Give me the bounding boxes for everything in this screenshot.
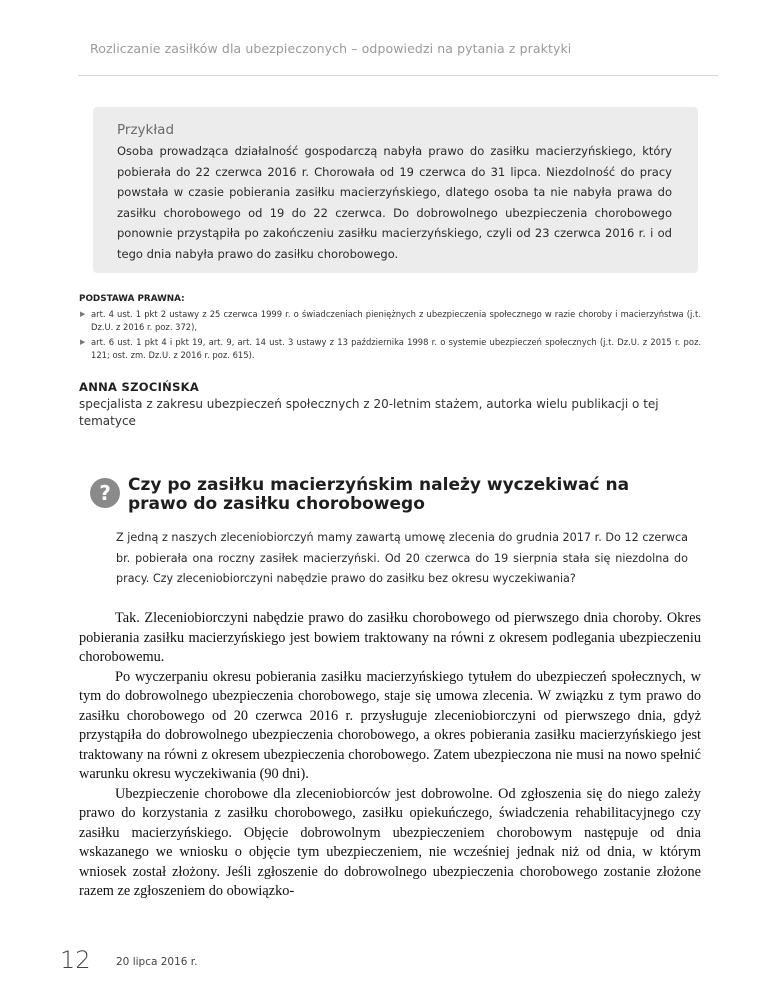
header-divider (78, 75, 718, 76)
answer-paragraph: Po wyczerpaniu okresu pobierania zasiłku macierzyńskiego tytułem do ubezpieczeń społecznych, w tym do dobrowolnego ubezpieczenia chorobowego, staje się umowa zlecenia. W związku z tym prawo do zasiłku chorobowego od 20 czerwca 2016 r. przysługuje zleceniobiorczyni od pierwszego dnia, gdyż przystąpiła do dobrowolnego ubezpieczenia chorobowego, a okres pobierania zasiłku macierzyńskiego jest traktowany na równi z okresem ubezpieczenia chorobowego. Zatem ubezpieczona nie musi na nowo spełnić warunku okresu wyczekiwania (90 dni). (79, 668, 701, 782)
page-number: 12 (60, 946, 91, 974)
running-title: Rozliczanie zasiłków dla ubezpieczonych – odpowiedzi na pytania z praktyki (90, 41, 572, 56)
legal-basis-item-text: art. 6 ust. 1 pkt 4 i pkt 19, art. 9, art. 14 ust. 3 ustawy z 13 października 1998 r. o systemie ubezpieczeń społecznych (j.t. Dz.U. z 2015 r. poz. 121; ost. zm. Dz.U. z 2016 r. poz. 615). (91, 337, 701, 360)
footer-date: 20 lipca 2016 r. (116, 956, 198, 968)
example-text: Osoba prowadząca działalność gospodarczą nabyła prawo do zasiłku macierzyńskiego, który pobierała do 22 czerwca 2016 r. Chorowała od 19 czerwca do 31 lipca. Niezdolność do pracy powstała w czasie pobierania zasiłku macierzyńskiego, dlatego osoba ta nie nabyła prawa do zasiłku chorobowego od 19 do 22 czerwca. Do dobrowolnego ubezpieczenia chorobowego ponownie przystąpiła po zakończeniu zasiłku macierzyńskiego, czyli od 23 czerwca 2016 r. i od tego dnia nabyła prawo do zasiłku chorobowego. (117, 144, 672, 261)
legal-basis (79, 293, 701, 364)
author-name: ANNA SZOCIŃSKA (79, 380, 200, 394)
legal-basis-item (79, 336, 701, 362)
example-box (93, 107, 698, 273)
question-text: Z jedną z naszych zleceniobiorczyń mamy zawartą umowę zlecenia do grudnia 2017 r. Do 12 czerwca br. pobierała ona roczny zasiłek macierzyński. Od 20 czerwca do 19 sierpnia stała się niezdolna do pracy. Czy zleceniobiorczyni nabędzie prawo do zasiłku bez okresu wyczekiwania? (116, 531, 688, 585)
legal-basis-title: PODSTAWA PRAWNA: (79, 294, 185, 304)
answer-paragraph: Tak. Zleceniobiorczyni nabędzie prawo do zasiłku chorobowego od pierwszego dnia choroby. Okres pobierania zasiłku macierzyńskiego jest bowiem traktowany na równi z okresem podlegania ubezpieczeniu chorobowemu. (79, 610, 701, 665)
author-block (79, 380, 701, 430)
answer-paragraph: Ubezpieczenie chorobowe dla zleceniobiorców jest dobrowolne. Od zgłoszenia się do niego zależy prawo do korzystania z zasiłku chorobowego, zasiłku opiekuńczego, świadczenia rehabilitacyjnego czy zasiłku macierzyńskiego. Objęcie dobrowolnym ubezpieczeniem chorobowym następuje od dnia wskazanego we wniosku o objęcie tym ubezpieczeniem, nie wcześniej jednak niż od dnia, w którym wniosek został złożony. Jeśli zgłoszenie do dobrowolnego ubezpieczenia chorobowego zostanie złożone razem ze zgłoszeniem do obowiązko- (79, 785, 701, 899)
question-title: Czy po zasiłku macierzyńskim należy wyczekiwać na prawo do zasiłku chorobowego (128, 475, 630, 514)
legal-basis-item (79, 308, 701, 334)
bullet-triangle-icon: ▶ (80, 338, 86, 346)
legal-basis-item-text: art. 4 ust. 1 pkt 2 ustawy z 25 czerwca 1999 r. o świadczeniach pieniężnych z ubezpieczenia społecznego w razie choroby i macierzyństwa (j.t. Dz.U. z 2016 r. poz. 372), (91, 309, 701, 332)
answer-body (79, 609, 701, 902)
author-description: specjalista z zakresu ubezpieczeń społecznych z 20-letnim stażem, autorka wielu publikacji o tej tematyce (79, 397, 659, 428)
bullet-triangle-icon: ▶ (80, 310, 86, 318)
example-title: Przykład (117, 122, 175, 138)
question-mark-icon: ? (90, 478, 120, 508)
